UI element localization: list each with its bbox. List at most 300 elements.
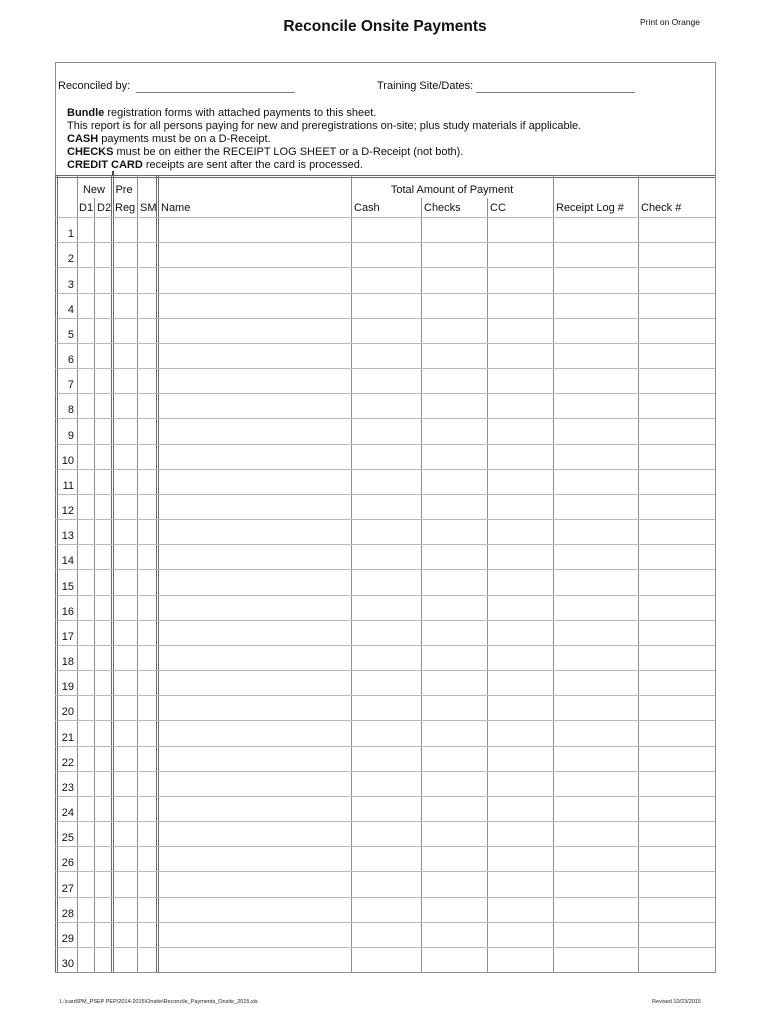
header-cc: CC [490, 201, 506, 214]
row-number-cell [55, 847, 77, 871]
receipt-log-cell [553, 797, 638, 821]
cash-cell [351, 948, 421, 972]
name-cell [158, 243, 351, 267]
name-cell [158, 495, 351, 519]
cash-cell [351, 243, 421, 267]
cash-cell [351, 218, 421, 242]
row-number-cell [55, 294, 77, 318]
checks-cell [421, 621, 487, 645]
d2-cell [94, 721, 111, 746]
table-row [55, 796, 715, 821]
receipt-log-cell [553, 520, 638, 544]
sm-cell [137, 797, 158, 821]
reg-cell [111, 570, 137, 595]
footer-revised-date: Revised 10/23/2015 [652, 998, 701, 1005]
row-number-cell [55, 872, 77, 897]
d1-cell [77, 268, 94, 293]
d1-cell [77, 470, 94, 494]
header-total-payment: Total Amount of Payment [390, 183, 514, 196]
table-row [55, 595, 715, 620]
receipt-log-cell [553, 470, 638, 494]
cash-cell [351, 898, 421, 922]
checks-cell [421, 923, 487, 947]
checks-cell [421, 847, 487, 871]
reg-cell [111, 294, 137, 318]
d2-cell [94, 495, 111, 519]
header-name: Name [161, 201, 191, 214]
checks-cell [421, 797, 487, 821]
cash-cell [351, 646, 421, 670]
d1-cell [77, 948, 94, 972]
row-number: 26 [61, 856, 74, 869]
receipt-log-cell [553, 948, 638, 972]
receipt-log-cell [553, 847, 638, 871]
cc-cell [487, 445, 553, 469]
name-cell [158, 797, 351, 821]
name-cell [158, 545, 351, 569]
d2-cell [94, 218, 111, 242]
name-cell [158, 570, 351, 595]
cash-cell [351, 923, 421, 947]
receipt-log-cell [553, 369, 638, 393]
cc-cell [487, 671, 553, 695]
d1-cell [77, 495, 94, 519]
cc-cell [487, 898, 553, 922]
d2-cell [94, 696, 111, 720]
row-number-cell [55, 520, 77, 544]
row-number: 29 [61, 932, 74, 945]
row-number: 4 [67, 303, 74, 316]
d2-cell [94, 369, 111, 393]
cc-cell [487, 545, 553, 569]
name-cell [158, 394, 351, 418]
check-no-cell [638, 344, 715, 368]
row-number-cell [55, 671, 77, 695]
d1-cell [77, 596, 94, 620]
name-cell [158, 948, 351, 972]
check-no-cell [638, 646, 715, 670]
check-no-cell [638, 570, 715, 595]
checks-cell [421, 243, 487, 267]
cash-cell [351, 797, 421, 821]
check-no-cell [638, 495, 715, 519]
cash-cell [351, 621, 421, 645]
reg-cell [111, 218, 137, 242]
sm-cell [137, 721, 158, 746]
reg-cell [111, 445, 137, 469]
cc-cell [487, 218, 553, 242]
d1-cell [77, 218, 94, 242]
checks-cell [421, 319, 487, 343]
check-no-cell [638, 671, 715, 695]
name-cell [158, 520, 351, 544]
receipt-log-cell [553, 646, 638, 670]
receipt-log-cell [553, 822, 638, 846]
reg-cell [111, 923, 137, 947]
instruction-keyword: CASH [67, 132, 99, 145]
receipt-log-cell [553, 268, 638, 293]
row-number-cell [55, 923, 77, 947]
row-number: 9 [67, 429, 74, 442]
instruction-keyword: Bundle [67, 106, 105, 119]
cash-cell [351, 520, 421, 544]
cc-cell [487, 344, 553, 368]
d1-cell [77, 419, 94, 444]
cc-cell [487, 419, 553, 444]
instruction-text: registration forms with attached payments to this sheet. [104, 106, 377, 119]
table-row [55, 418, 715, 444]
cc-cell [487, 394, 553, 418]
row-number: 28 [61, 907, 74, 920]
check-no-cell [638, 721, 715, 746]
receipt-log-cell [553, 596, 638, 620]
header-reg: Reg [115, 201, 136, 214]
cash-cell [351, 445, 421, 469]
check-no-cell [638, 218, 715, 242]
sm-cell [137, 923, 158, 947]
row-number-cell [55, 822, 77, 846]
row-number-cell [55, 570, 77, 595]
sm-cell [137, 218, 158, 242]
check-no-cell [638, 294, 715, 318]
cash-cell [351, 721, 421, 746]
checks-cell [421, 822, 487, 846]
row-number: 18 [61, 655, 74, 668]
checks-cell [421, 671, 487, 695]
sm-cell [137, 445, 158, 469]
name-cell [158, 470, 351, 494]
checks-cell [421, 898, 487, 922]
row-number: 2 [67, 252, 74, 265]
name-cell [158, 419, 351, 444]
checks-cell [421, 218, 487, 242]
row-number: 1 [67, 227, 74, 240]
checks-cell [421, 721, 487, 746]
row-number-cell [55, 319, 77, 343]
sm-cell [137, 344, 158, 368]
d1-cell [77, 369, 94, 393]
table-row [55, 393, 715, 418]
row-number-cell [55, 721, 77, 746]
d1-cell [77, 671, 94, 695]
name-cell [158, 646, 351, 670]
table-row [55, 620, 715, 645]
sm-cell [137, 822, 158, 846]
payment-table [55, 175, 715, 973]
row-number: 5 [67, 328, 74, 341]
checks-cell [421, 520, 487, 544]
header-checks: Checks [424, 201, 461, 214]
check-no-cell [638, 394, 715, 418]
cc-cell [487, 772, 553, 796]
row-number-cell [55, 495, 77, 519]
cc-cell [487, 948, 553, 972]
cash-cell [351, 696, 421, 720]
d2-cell [94, 243, 111, 267]
check-no-cell [638, 470, 715, 494]
cash-cell [351, 344, 421, 368]
reg-cell [111, 596, 137, 620]
name-cell [158, 696, 351, 720]
header-sm: SM [140, 201, 157, 214]
reg-cell [111, 747, 137, 771]
row-number: 10 [61, 454, 74, 467]
check-no-cell [638, 872, 715, 897]
name-cell [158, 872, 351, 897]
checks-cell [421, 470, 487, 494]
cc-cell [487, 495, 553, 519]
checks-cell [421, 696, 487, 720]
instruction-text: payments must be on a D-Receipt. [98, 132, 271, 145]
row-number: 8 [67, 403, 74, 416]
cash-cell [351, 847, 421, 871]
reg-cell [111, 419, 137, 444]
receipt-log-cell [553, 545, 638, 569]
row-number-cell [55, 268, 77, 293]
name-cell [158, 847, 351, 871]
checks-cell [421, 948, 487, 972]
cash-cell [351, 419, 421, 444]
instruction-credit-card [67, 159, 363, 172]
reg-cell [111, 545, 137, 569]
cc-cell [487, 923, 553, 947]
sm-cell [137, 772, 158, 796]
name-cell [158, 822, 351, 846]
cash-cell [351, 319, 421, 343]
row-number: 13 [61, 529, 74, 542]
d1-cell [77, 898, 94, 922]
row-number: 25 [61, 831, 74, 844]
sm-cell [137, 696, 158, 720]
reg-cell [111, 319, 137, 343]
d2-cell [94, 747, 111, 771]
instruction-text: This report is for all persons paying for new and preregistrations on-site; plus study materials if applicable. [67, 119, 582, 132]
d1-cell [77, 545, 94, 569]
d2-cell [94, 621, 111, 645]
check-no-cell [638, 520, 715, 544]
d2-cell [94, 898, 111, 922]
page-title: Reconcile Onsite Payments [283, 18, 487, 35]
cash-cell [351, 545, 421, 569]
cash-cell [351, 822, 421, 846]
receipt-log-cell [553, 394, 638, 418]
check-no-cell [638, 696, 715, 720]
name-cell [158, 445, 351, 469]
row-number: 17 [61, 630, 74, 643]
table-row [55, 544, 715, 569]
row-number: 7 [67, 378, 74, 391]
cash-cell [351, 671, 421, 695]
table-top-border [55, 175, 715, 178]
d2-cell [94, 570, 111, 595]
d1-cell [77, 570, 94, 595]
row-number: 20 [61, 705, 74, 718]
sm-cell [137, 495, 158, 519]
cash-cell [351, 747, 421, 771]
table-row [55, 922, 715, 947]
checks-cell [421, 570, 487, 595]
d2-cell [94, 319, 111, 343]
checks-cell [421, 268, 487, 293]
checks-cell [421, 294, 487, 318]
sm-cell [137, 294, 158, 318]
header-d2: D2 [97, 201, 112, 214]
header-check-number: Check # [641, 201, 682, 214]
d2-cell [94, 470, 111, 494]
check-no-cell [638, 847, 715, 871]
cc-cell [487, 621, 553, 645]
row-number: 12 [61, 504, 74, 517]
reg-cell [111, 772, 137, 796]
row-number: 19 [61, 680, 74, 693]
cc-cell [487, 319, 553, 343]
check-no-cell [638, 596, 715, 620]
d2-cell [94, 822, 111, 846]
d1-cell [77, 772, 94, 796]
check-no-cell [638, 445, 715, 469]
row-number-cell [55, 369, 77, 393]
cash-cell [351, 470, 421, 494]
sm-cell [137, 747, 158, 771]
reg-cell [111, 721, 137, 746]
receipt-log-cell [553, 898, 638, 922]
reg-cell [111, 344, 137, 368]
receipt-log-cell [553, 495, 638, 519]
d1-cell [77, 696, 94, 720]
cc-cell [487, 520, 553, 544]
training-site-line [476, 92, 635, 93]
checks-cell [421, 772, 487, 796]
checks-cell [421, 369, 487, 393]
reg-cell [111, 520, 137, 544]
table-row [55, 217, 715, 242]
check-no-cell [638, 369, 715, 393]
cash-cell [351, 596, 421, 620]
reg-cell [111, 369, 137, 393]
table-row [55, 343, 715, 368]
receipt-log-cell [553, 772, 638, 796]
row-number: 22 [61, 756, 74, 769]
name-cell [158, 772, 351, 796]
instruction-cash [67, 133, 271, 146]
check-no-cell [638, 319, 715, 343]
table-row [55, 242, 715, 267]
check-no-cell [638, 797, 715, 821]
cc-cell [487, 847, 553, 871]
reg-cell [111, 898, 137, 922]
table-row [55, 670, 715, 695]
table-row [55, 695, 715, 720]
cash-cell [351, 872, 421, 897]
row-number: 23 [61, 781, 74, 794]
sm-cell [137, 847, 158, 871]
cc-cell [487, 747, 553, 771]
checks-cell [421, 495, 487, 519]
sm-cell [137, 898, 158, 922]
receipt-log-cell [553, 621, 638, 645]
d2-cell [94, 545, 111, 569]
name-cell [158, 344, 351, 368]
cc-cell [487, 570, 553, 595]
header-cash: Cash [354, 201, 380, 214]
row-number: 24 [61, 806, 74, 819]
checks-cell [421, 872, 487, 897]
cash-cell [351, 772, 421, 796]
cc-cell [487, 268, 553, 293]
d1-cell [77, 646, 94, 670]
d2-cell [94, 646, 111, 670]
table-row [55, 318, 715, 343]
receipt-log-cell [553, 671, 638, 695]
table-row [55, 519, 715, 544]
table-row [55, 645, 715, 670]
receipt-log-cell [553, 218, 638, 242]
cc-cell [487, 470, 553, 494]
reg-cell [111, 671, 137, 695]
name-cell [158, 268, 351, 293]
row-number: 14 [61, 554, 74, 567]
sm-cell [137, 394, 158, 418]
row-number-cell [55, 218, 77, 242]
d2-cell [94, 872, 111, 897]
row-number: 16 [61, 605, 74, 618]
cc-cell [487, 822, 553, 846]
reg-cell [111, 847, 137, 871]
reg-cell [111, 948, 137, 972]
name-cell [158, 294, 351, 318]
row-number-cell [55, 419, 77, 444]
d2-cell [94, 520, 111, 544]
row-number-cell [55, 445, 77, 469]
row-number-cell [55, 696, 77, 720]
check-no-cell [638, 268, 715, 293]
cash-cell [351, 394, 421, 418]
cc-cell [487, 596, 553, 620]
cc-cell [487, 294, 553, 318]
d2-cell [94, 923, 111, 947]
d2-cell [94, 268, 111, 293]
row-number-cell [55, 898, 77, 922]
cash-cell [351, 495, 421, 519]
sm-cell [137, 369, 158, 393]
check-no-cell [638, 545, 715, 569]
reg-cell [111, 268, 137, 293]
d1-cell [77, 872, 94, 897]
d2-cell [94, 948, 111, 972]
row-number-cell [55, 344, 77, 368]
instruction-bundle [67, 107, 376, 120]
reg-cell [111, 495, 137, 519]
row-number-cell [55, 621, 77, 645]
name-cell [158, 369, 351, 393]
row-number-cell [55, 545, 77, 569]
row-number-cell [55, 772, 77, 796]
table-row [55, 444, 715, 469]
name-cell [158, 218, 351, 242]
d1-cell [77, 319, 94, 343]
training-site-label: Training Site/Dates: [377, 79, 474, 92]
cc-cell [487, 797, 553, 821]
check-no-cell [638, 898, 715, 922]
instruction-scope [67, 120, 581, 133]
checks-cell [421, 596, 487, 620]
row-number: 21 [61, 731, 74, 744]
instruction-checks [67, 146, 463, 159]
table-row [55, 897, 715, 922]
name-cell [158, 671, 351, 695]
reg-cell [111, 797, 137, 821]
d2-cell [94, 394, 111, 418]
